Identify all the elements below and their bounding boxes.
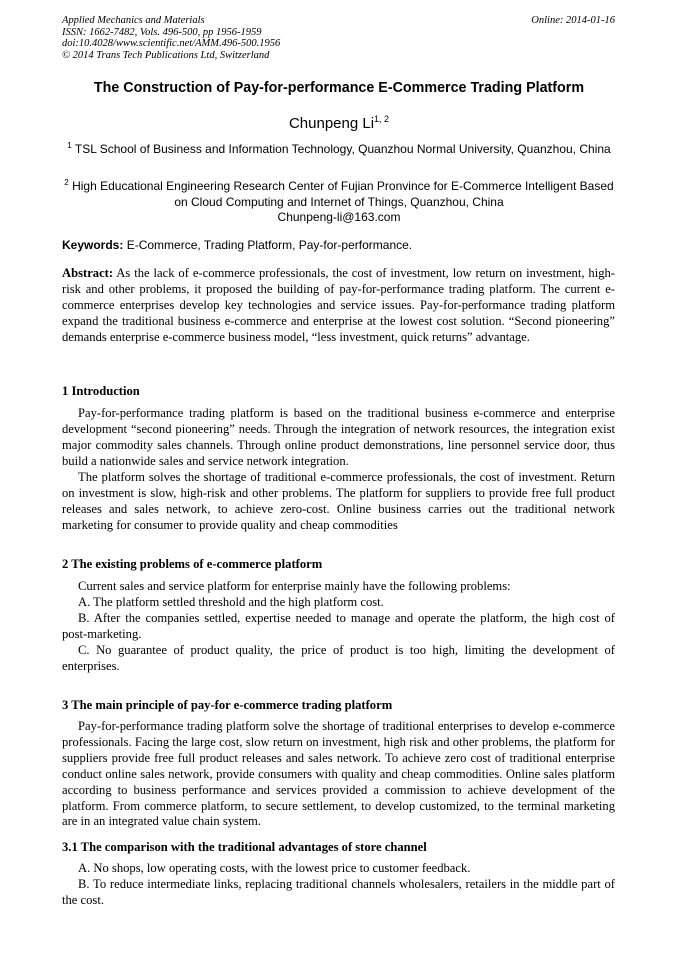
section-1-heading: 1 Introduction (62, 384, 140, 398)
affiliation-2 (64, 175, 614, 210)
issn-line: ISSN: 1662-7482, Vols. 496-500, pp 1956-1959 (62, 26, 262, 38)
affiliation-1 (64, 138, 614, 158)
section-1-paragraph-2: The platform solves the shortage of traditional e-commerce professionals, the cost of investment. Return on investment is slow, high-risk and other problems. The platform for suppliers to provide free full product releases and sales network, to achieve zero-cost. Online business carries out the traditional network marketing for consumer to provide quality and cheap commodities (62, 470, 615, 532)
copyright-line: © 2014 Trans Tech Publications Ltd, Switzerland (62, 49, 270, 61)
abstract-text: As the lack of e-commerce professionals, the cost of investment, low return on investment, high-risk and other problems, it proposed the building of pay-for-performance trading platform. The current e-commerce enterprises develop key technologies and service issues. Pay-for-performance trading platform expand the traditional business e-commerce and enterprise at the lowest cost solution. “Second pioneering” demands enterprise e-commerce business model, “less investment, quick returns” advantage. (62, 266, 615, 344)
journal-name: Applied Mechanics and Materials (62, 15, 205, 26)
section-2-heading: 2 The existing problems of e-commerce platform (62, 557, 323, 571)
affiliation-1-number: 1 (67, 141, 72, 150)
section-2-item-a: A. The platform settled threshold and the high platform cost. (78, 595, 384, 609)
section-3-1-item-b: B. To reduce intermediate links, replacing traditional channels wholesalers, retailers in the middle part of the cost. (62, 877, 615, 907)
keywords-text: E-Commerce, Trading Platform, Pay-for-performance. (126, 238, 413, 252)
section-3-heading: 3 The main principle of pay-for e-commerce trading platform (62, 698, 393, 712)
author (40, 114, 638, 132)
abstract (62, 266, 615, 346)
affiliation-2-number: 2 (64, 178, 69, 187)
journal-header (62, 15, 615, 61)
section-2-paragraph-1: Current sales and service platform for enterprise mainly have the following problems: (78, 579, 511, 593)
section-3-1-heading: 3.1 The comparison with the traditional advantages of store channel (62, 840, 427, 854)
author-superscript: 1, 2 (374, 114, 390, 124)
abstract-label: Abstract: (62, 266, 114, 280)
keywords (62, 238, 615, 252)
doi-line: doi:10.4028/www.scientific.net/AMM.496-500.1956 (62, 38, 281, 49)
affiliation-2-text: High Educational Engineering Research Center of Fujian Pronvince for E-Commerce Intelligent Based on Cloud Computing and Internet of Things, Quanzhou, China (72, 179, 614, 209)
section-3-1-item-a: A. No shops, low operating costs, with the lowest price to customer feedback. (78, 861, 471, 875)
author-email: Chunpeng-li@163.com (277, 210, 401, 224)
affiliation-1-text: TSL School of Business and Information Technology, Quanzhou Normal University, Quanzhou, China (74, 142, 611, 156)
section-2-item-c: C. No guarantee of product quality, the price of product is too high, limiting the development of enterprises. (62, 643, 615, 673)
paper-title: The Construction of Pay-for-performance E-Commerce Trading Platform (93, 80, 585, 96)
online-date: Online: 2014-01-16 (531, 15, 615, 26)
section-3-paragraph-1: Pay-for-performance trading platform solve the shortage of traditional enterprises to develop e-commerce professionals. Facing the large cost, slow return on investment, high risk and other problems, the platform for suppliers provide free full product releases and sales network. To achieve zero cost of traditional enterprise conduct online sales network, provide consumers with quality and cheap commodities. Online sales platform according to business performance and services provided a commission to achieve development of the platform. From commerce platform, to secure settlement, to develop customized, to the terminal marketing are in an integrated value chain system. (62, 719, 615, 829)
section-2-item-b: B. After the companies settled, expertise needed to manage and operate the platform, the high cost of post-marketing. (62, 611, 615, 641)
keywords-label: Keywords: (62, 238, 124, 252)
section-1-paragraph-1: Pay-for-performance trading platform is based on the traditional business e-commerce and enterprise development “second pioneering” needs. Through the integration of network resources, the integration exist major commodity sales channels. Through online product demonstrations, line personnel service door, thus build a nationwide sales and service network integration. (62, 406, 615, 468)
author-name: Chunpeng Li (288, 115, 375, 132)
